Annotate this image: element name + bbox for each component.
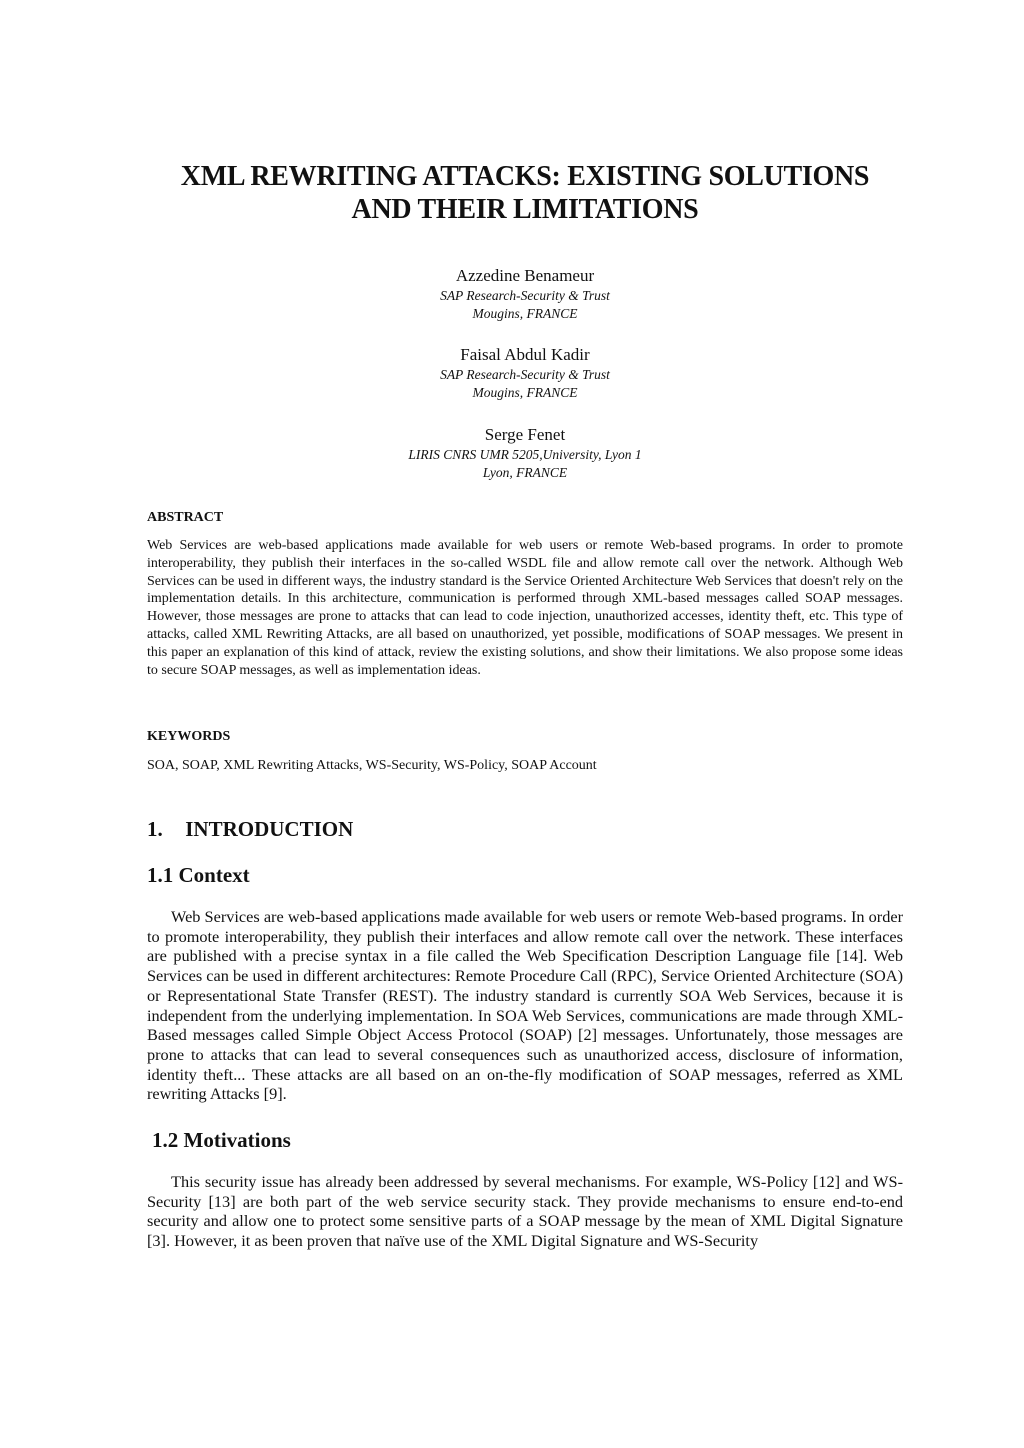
author-name: Azzedine Benameur	[455, 266, 595, 285]
author-affiliation: LIRIS CNRS UMR 5205,University, Lyon 1	[408, 447, 642, 462]
context-paragraph: Web Services are web-based applications made available for web users or remote Web-based programs. In order to promote interoperability, they publish their interfaces and allow remote call over the network. These interfaces are published with a precise syntax in a file called the Web Specification Description Language file [14]. Web Services can be used in different architectures: Remote Procedure Call (RPC), Service Oriented Architecture (SOA) or Representational State Transfer (REST). The industry standard is currently SOA Web Services, because it is independent from the underlying implementation. In SOA Web Services, communications are made through XML-Based messages called Simple Object Access Protocol (SOAP) [2] messages. Unfortunately, those messages are prone to attacks that can lead to several consequences such as unauthorized access, disclosure of information, identity theft... These attacks are all based on an on-the-fly modification of SOAP messages, referred as XML rewriting Attacks [9].	[147, 907, 903, 1104]
section-heading-introduction	[147, 816, 353, 842]
keywords-text: SOA, SOAP, XML Rewriting Attacks, WS-Security, WS-Policy, SOAP Account	[147, 758, 597, 773]
subsection-heading-motivations: 1.2 Motivations	[152, 1128, 291, 1152]
title-line-2: AND THEIR LIMITATIONS	[351, 194, 699, 225]
author-location: Mougins, FRANCE	[472, 385, 578, 400]
author-name: Faisal Abdul Kadir	[460, 345, 590, 364]
author-block-1	[147, 265, 903, 323]
abstract-heading: ABSTRACT	[147, 510, 224, 525]
author-location: Mougins, FRANCE	[472, 306, 578, 321]
title-line-1: XML REWRITING ATTACKS: EXISTING SOLUTIONS	[180, 161, 870, 192]
author-name: Serge Fenet	[484, 425, 566, 444]
author-location: Lyon, FRANCE	[482, 465, 568, 480]
paper-page	[147, 0, 903, 1448]
paper-title	[147, 160, 903, 226]
subsection-heading-context: 1.1 Context	[147, 863, 250, 887]
keywords-heading: KEYWORDS	[147, 729, 231, 744]
author-block-2	[147, 344, 903, 402]
author-affiliation: SAP Research-Security & Trust	[440, 367, 610, 382]
motivations-paragraph: This security issue has already been addressed by several mechanisms. For example, WS-Policy [12] and WS-Security [13] are both part of the web service security stack. They provide mechanisms to ensure end-to-end security and allow one to protect some sensitive parts of a SOAP message by the mean of XML Digital Signature [3]. However, it as been proven that naïve use of the XML Digital Signature and WS-Security	[147, 1172, 903, 1251]
abstract-text: Web Services are web-based applications made available for web users or remote Web-based programs. In order to promote interoperability, they publish their interfaces in the so-called WSDL file and allow remote call over the network. Although Web Services can be used in different ways, the industry standard is the Service Oriented Architecture Web Services that doesn't rely on the implementation details. In this architecture, communication is performed through XML-based messages called SOAP messages. However, those messages are prone to attacks that can lead to code injection, unauthorized accesses, identity theft, etc. This type of attacks, called XML Rewriting Attacks, are all based on unauthorized, yet possible, modifications of SOAP messages. We present in this paper an explanation of this kind of attack, review the existing solutions, and show their limitations. We also propose some ideas to secure SOAP messages, as well as implementation ideas.	[147, 538, 903, 678]
section-number: 1.	[147, 817, 163, 841]
author-affiliation: SAP Research-Security & Trust	[440, 288, 610, 303]
author-block-3	[147, 424, 903, 482]
section-title: INTRODUCTION	[185, 817, 354, 841]
